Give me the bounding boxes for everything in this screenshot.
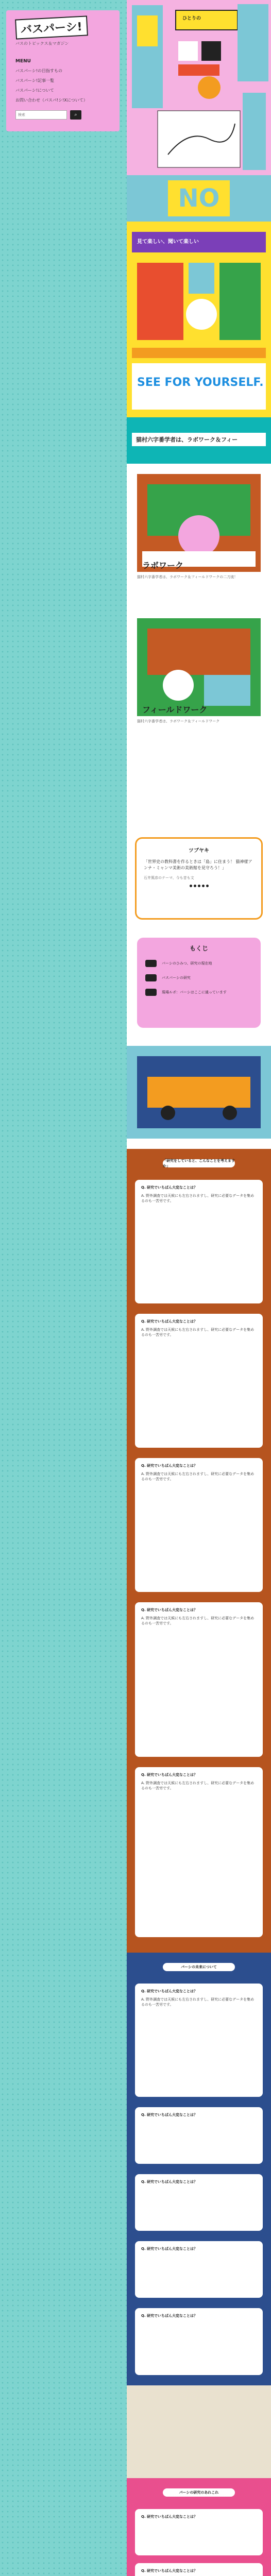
illustration-labwork-label: ラボワーク <box>142 561 184 570</box>
hero-sticker: 見て楽しい、聞いて楽しい <box>137 239 199 245</box>
search-icon[interactable]: ⌕ <box>70 110 81 120</box>
toc-item[interactable] <box>145 960 252 967</box>
quote-title: ツブヤキ <box>189 848 209 854</box>
qa-card <box>135 1314 263 1448</box>
qa-question: Q. 研究でいちばん大変なことは？ <box>141 1319 198 1324</box>
hero-collage-art <box>127 0 271 175</box>
article-illustrations <box>127 464 271 835</box>
qa-card <box>135 2563 263 2576</box>
qa-question: Q. 研究でいちばん大変なことは？ <box>141 2569 198 2573</box>
qa-card <box>135 1180 263 1303</box>
qa-question: Q. 研究でいちばん大変なことは？ <box>141 1464 198 1468</box>
qa-card <box>135 2509 263 2555</box>
article-title-bar <box>127 417 271 464</box>
pager-dot[interactable] <box>206 885 209 887</box>
illustration-fieldwork-label: フィールドワーク <box>142 705 208 715</box>
illustration-fieldwork <box>137 618 261 716</box>
pager-dot[interactable] <box>194 885 196 887</box>
qa-question: Q. 研究でいちばん大変なことは？ <box>141 2180 198 2184</box>
hero-collage <box>127 0 271 175</box>
hero-banner: SEE FOR YOURSELF. <box>137 376 264 389</box>
illustration-labwork-caption: 猫村六字番学者は、ラボワーク＆フィールドワークの二刀流！ <box>137 575 238 579</box>
qa-card <box>135 2174 263 2231</box>
qa-answer: A. 野外調査では天候にも左右されますし、研究に必要なデータを集めるのも一苦労です。 <box>141 1997 255 2007</box>
search-input[interactable] <box>15 110 67 120</box>
qa-question: Q. 研究でいちばん大変なことは？ <box>141 1773 198 1777</box>
qa-question: Q. 研究でいちばん大変なことは？ <box>141 2314 198 2318</box>
qa-card <box>135 2107 263 2164</box>
bus-icon <box>145 960 157 967</box>
search-row <box>15 110 110 120</box>
quote-text: 「世界史の教科書を作るときは「島」に住まう！ 猫神様アンナ・ミャンマ美術の美術館を見守ろう！」 <box>144 859 252 870</box>
qa-section-2 <box>127 1953 271 2385</box>
qa-answer: A. 野外調査では天候にも左右されますし、研究に必要なデータを集めるのも一苦労です。 <box>141 1194 255 1203</box>
qa-section-1-header: 「研究をしていると、こんなことを考えますか」 <box>163 1159 235 1168</box>
toc-item-label: 現場ルポ：パーシはここに通っています <box>162 990 227 994</box>
toc-card <box>137 938 261 1028</box>
quote-pager[interactable] <box>144 885 254 887</box>
qa-card <box>135 2241 263 2298</box>
qa-answer: A. 野外調査では天候にも左右されますし、研究に必要なデータを集めるのも一苦労です。 <box>141 1616 255 1625</box>
qa-answer: A. 野外調査では天候にも左右されますし、研究に必要なデータを集めるのも一苦労です。 <box>141 1328 255 1337</box>
hero-big-text: NO <box>168 180 230 216</box>
qa-card <box>135 1458 263 1592</box>
hero-poster <box>127 222 271 417</box>
bus-icon <box>145 989 157 996</box>
pager-dot[interactable] <box>198 885 200 887</box>
qa-question: Q. 研究でいちばん大変なことは？ <box>141 2515 198 2519</box>
qa-card <box>135 2308 263 2375</box>
qa-section-3-header: パーシの研究のあれこれ <box>163 2488 235 2497</box>
toc-item-label: バスパーシの研究 <box>162 976 191 980</box>
menu-link-3[interactable]: バスパーシ!について <box>15 88 54 93</box>
menu-link-1[interactable]: バスパーシ!の目指すもの <box>15 69 63 73</box>
pager-dot[interactable] <box>202 885 205 887</box>
qa-card <box>135 1984 263 2097</box>
qa-section-3 <box>127 2478 271 2576</box>
quote-card <box>135 837 263 920</box>
pager-dot[interactable] <box>190 885 192 887</box>
qa-question: Q. 研究でいちばん大変なことは？ <box>141 2247 198 2251</box>
map-illustration <box>127 2385 271 2478</box>
qa-answer: A. 野外調査では天候にも左右されますし、研究に必要なデータを集めるのも一苦労です。 <box>141 1781 255 1790</box>
qa-question: Q. 研究でいちばん大変なことは？ <box>141 1989 198 1993</box>
sidebar-card <box>6 10 120 131</box>
bus-icon <box>145 974 157 981</box>
bus-illustration <box>127 1046 271 1139</box>
toc-item[interactable] <box>145 989 252 996</box>
site-tagline: バスのトピックス＆マガジン <box>15 41 69 46</box>
menu-link-2[interactable]: バスパーシ!記事一覧 <box>15 78 55 83</box>
qa-question: Q. 研究でいちばん大変なことは？ <box>141 1608 198 1612</box>
qa-answer: A. 野外調査では天候にも左右されますし、研究に必要なデータを集めるのも一苦労です。 <box>141 1472 255 1481</box>
qa-card <box>135 1602 263 1757</box>
toc-item[interactable] <box>145 974 252 981</box>
qa-question: Q. 研究でいちばん大変なことは？ <box>141 2113 198 2117</box>
hero-band <box>127 175 271 222</box>
quote-sub: 石井篤彦のテーマ、今も昔も文 <box>144 876 194 880</box>
qa-section-2-header: パーシの未来について <box>163 1963 235 1971</box>
menu-title: MENU <box>15 59 31 64</box>
qa-question: Q. 研究でいちばん大変なことは？ <box>141 1185 198 1190</box>
menu-link-4[interactable]: お問い合わせ（パスパ!シ!Xについて） <box>15 98 88 103</box>
qa-section-1 <box>127 1149 271 1953</box>
illustration-fieldwork-caption: 猫村六字番学者は、ラボワーク＆フィールドワーク <box>137 719 220 723</box>
toc-item-label: パーシのひみつ、研究の現在地 <box>162 961 212 965</box>
site-logo[interactable]: バスパーシ! <box>15 15 88 39</box>
hero-sign: ひとりの <box>182 16 201 21</box>
qa-card <box>135 1767 263 1937</box>
illustration-labwork <box>137 474 261 572</box>
bus-illustration-band <box>127 1046 271 1139</box>
toc-title: もくじ <box>189 945 208 952</box>
article-title: 猫村六字番学者は、ラボワーク＆フィー <box>132 433 266 446</box>
main-column <box>127 0 271 2576</box>
